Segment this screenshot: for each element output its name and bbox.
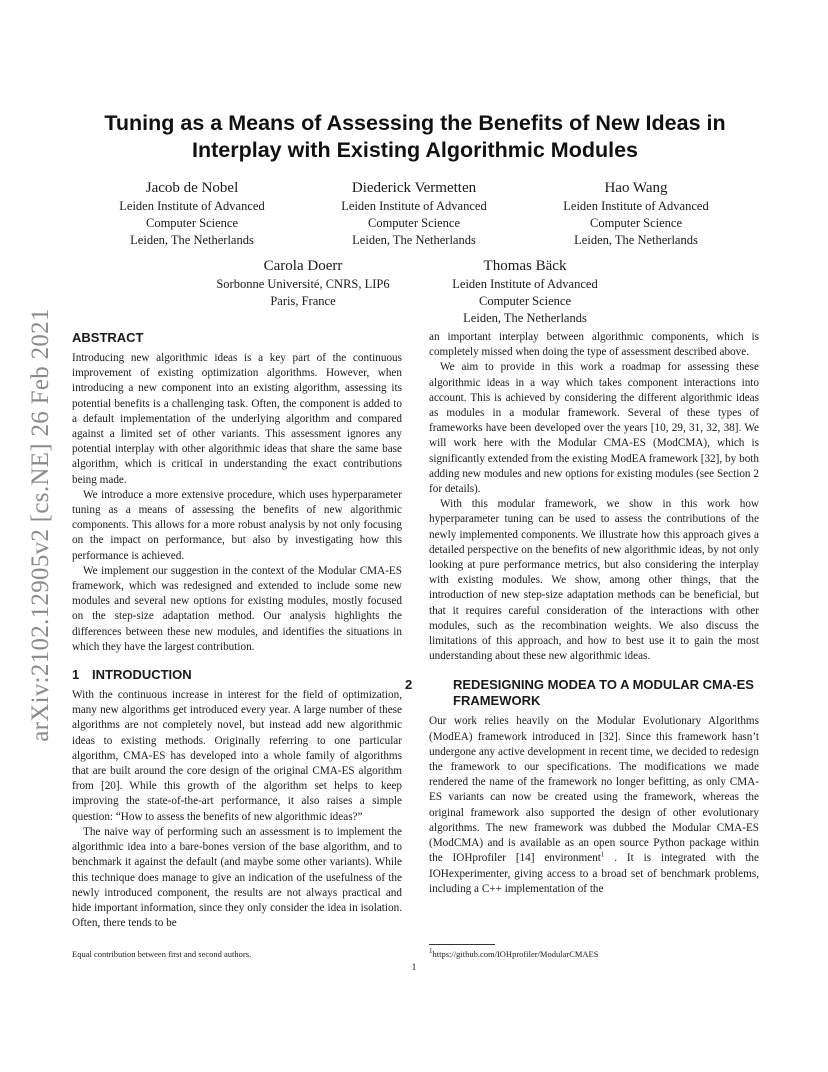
- author-affiliation-line: Leiden Institute of Advanced: [452, 277, 598, 291]
- abstract-paragraph: We introduce a more extensive procedure, which uses hyperparameter tuning as a means of assessing the benefits of new algorithmic components. This allows for a more robust analysis by not only focusing on the impact on performance, but also by investigating how this performance is achieved.: [72, 488, 402, 562]
- body-paragraph: [429, 714, 759, 896]
- author-name: Hao Wang: [604, 180, 668, 196]
- author-block: [299, 179, 529, 249]
- author-name: Jacob de Nobel: [145, 180, 239, 196]
- footnote-equal-contribution: Equal contribution between first and second authors.: [72, 949, 252, 959]
- author-affiliation-line: Computer Science: [368, 216, 460, 230]
- abstract-paragraph: We implement our suggestion in the context of the Modular CMA-ES framework, which was redesigned and extended to include some new modules and several new options for existing modules, mostly focused on the step-size adaptation method. Our analysis highlights the differences between these new modules, and identifies the situations in which they have the largest contribution.: [72, 564, 402, 653]
- author-name: Diederick Vermetten: [351, 180, 477, 196]
- body-text: Our work relies heavily on the Modular Evolutionary Algorithms (ModEA) framework introduced in [32]. Since this framework hasn’t undergone any active development in recent time, we decided to redesign the framework to our specifications. The modifications we made rendered the name of the framework no longer befitting, as only CMA-ES variants can now be created using the framework, whereas the original framework also supported the design of other evolutionary algorithms. The new framework was dubbed the Modular CMA-ES (ModCMA) and is available as an open source Python package within the IOHprofiler [14] environment: [429, 715, 759, 865]
- author-affiliation-line: Leiden Institute of Advanced: [341, 199, 487, 213]
- author-block: [77, 179, 307, 249]
- section-heading-introduction: [72, 667, 402, 683]
- author-affiliation-line: Sorbonne Université, CNRS, LIP6: [216, 277, 390, 291]
- footnote-marker: 1: [600, 850, 605, 859]
- author-block: [188, 257, 418, 310]
- author-affiliation-line: Leiden, The Netherlands: [130, 233, 254, 247]
- page-number: 1: [411, 963, 417, 973]
- author-affiliation-line: Computer Science: [146, 216, 238, 230]
- author-affiliation-line: Leiden, The Netherlands: [463, 311, 587, 325]
- body-paragraph: We aim to provide in this work a roadmap for assessing these algorithmic ideas in a way which takes component interactions into account. This is achieved by considering the different algorithmic ideas as modules in a modular framework. Several of these types of frameworks have been developed over the years [10, 29, 31, 32, 38]. We will work here with the Modular CMA-ES (ModCMA), which is significantly extended from the existing ModEA framework [32], by both adding new modules and new options for existing modules (see Section 2 for details).: [429, 361, 759, 496]
- footnote-rule: [429, 944, 495, 945]
- author-affiliation-line: Leiden, The Netherlands: [574, 233, 698, 247]
- body-text: . It is integrated with the IOHexperimenter, giving access to a broad set of benchmark problems, including a C++ implementation of the: [429, 852, 759, 895]
- footnote-text: https://github.com/IOHprofiler/ModularCMAES: [432, 949, 599, 959]
- author-affiliation-line: Leiden Institute of Advanced: [563, 199, 709, 213]
- paper-title: Tuning as a Means of Assessing the Benefits of New Ideas in Interplay with Existing Algorithmic Modules: [104, 111, 726, 162]
- body-paragraph: an important interplay between algorithmic components, which is completely missed when doing the type of assessment described above.: [429, 331, 759, 359]
- section-title: INTRODUCTION: [92, 667, 192, 683]
- arxiv-identifier-stamp: [16, 290, 66, 760]
- author-affiliation-line: Paris, France: [270, 294, 336, 308]
- body-paragraph: With this modular framework, we show in this work how hyperparameter tuning can be used to assess the contributions of the newly implemented components. We illustrate how this approach gives a detailed perspective on the benefits of new algorithmic ideas, by not only looking at pure performance metrics, but also considering the interplay with existing modules. We show, among other things, that the introduction of new step-size adaptation methods can be beneficial, but that it requires careful consideration of the interactions with other modules, such as the recombination weights. We also discuss the limitations of this approach, and how to best use it to gain the most understanding about these new algorithmic ideas.: [429, 498, 759, 663]
- section-number: 2: [405, 677, 413, 693]
- abstract-heading: ABSTRACT: [72, 330, 144, 345]
- footnote-marker: 1: [429, 947, 433, 956]
- section-number: 1: [72, 667, 80, 683]
- author-name: Thomas Bäck: [483, 258, 567, 274]
- author-name: Carola Doerr: [263, 258, 343, 274]
- section-title: REDESIGNING MODEA TO A MODULAR CMA-ES FRAMEWORK: [453, 677, 754, 709]
- author-block: [521, 179, 751, 249]
- section-heading-redesigning: [405, 677, 759, 709]
- author-block: [410, 257, 640, 327]
- author-affiliation-line: Computer Science: [479, 294, 571, 308]
- author-affiliation-line: Leiden, The Netherlands: [352, 233, 476, 247]
- right-column: [405, 330, 759, 897]
- arxiv-identifier-text: arXiv:2102.12905v2 [cs.NE] 26 Feb 2021: [27, 308, 55, 742]
- abstract-paragraph: Introducing new algorithmic ideas is a key part of the continuous improvement of existing optimization algorithms. However, when introducing a new component into an existing algorithm, assessing its potential benefits is a challenging task. Often, the component is added to a default implementation of the underlying algorithm and compared against a limited set of other variants. This assessment ignores any potential interplay with other algorithmic ideas that share the same base algorithm, which is critical in understanding the exact contributions being made.: [72, 352, 402, 486]
- author-affiliation-line: Leiden Institute of Advanced: [119, 199, 265, 213]
- left-column: [72, 330, 402, 931]
- footnote-url: [429, 949, 598, 960]
- author-affiliation-line: Computer Science: [590, 216, 682, 230]
- body-paragraph: The naive way of performing such an assessment is to implement the algorithmic idea into a bare-bones version of the base algorithm, and to benchmark it against the default (and maybe some other variants). While this technique does manage to give an indication of the usefulness of the newly introduced component, the results are not always practical and hide important information, since they only consider the idea in isolation. Often, there tends to be: [72, 825, 402, 930]
- body-paragraph: With the continuous increase in interest for the field of optimization, many new algorithms get introduced every year. A large number of these algorithms are not completely novel, but instead add new algorithmic ideas to existing methods. Originally referring to one particular algorithm, CMA-ES has developed into a whole family of algorithms that are built around the core design of the original CMA-ES algorithm from [20]. While this growth of the algorithm set helps to keep improving the state-of-the-art performance, it also raises a simple question: “How to assess the benefits of new algorithmic ideas?”: [72, 689, 402, 823]
